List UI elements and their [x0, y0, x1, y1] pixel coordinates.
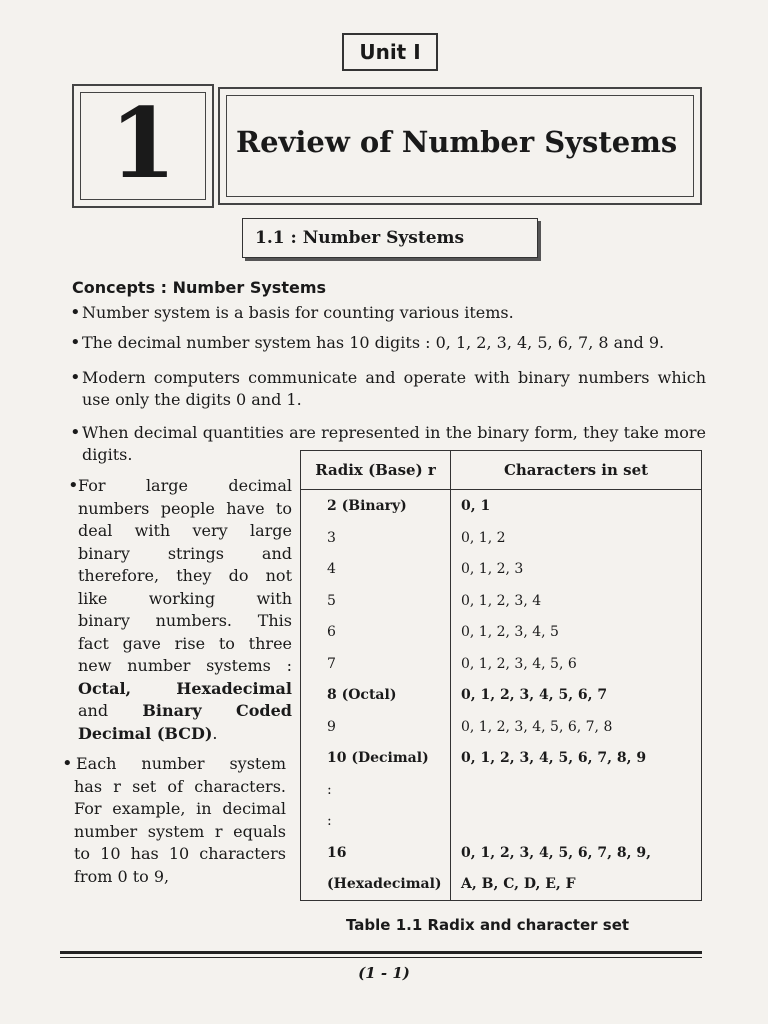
footer-rule-thin: [60, 957, 702, 958]
table-row: [301, 837, 702, 869]
radix-table: [300, 450, 702, 901]
table-cell-radix: 8 (Octal): [301, 679, 451, 711]
bullet-line: has r set of characters.: [74, 776, 286, 796]
table-cell-radix: 2 (Binary): [301, 490, 451, 522]
table-cell-radix: 16: [301, 837, 451, 869]
chapter-title-box: [218, 87, 702, 205]
bullet-text: The decimal number system has 10 digits : 0, 1, 2, 3, 4, 5, 6, 7, 8 and 9.: [82, 333, 665, 352]
bullet-line: deal with very large: [78, 521, 292, 540]
table-cell-characters: 0, 1, 2, 3, 4, 5: [461, 624, 559, 640]
bullet-bold-term: Coded: [236, 701, 292, 720]
section-heading: 1.1 : Number Systems: [242, 218, 538, 258]
table-cell-characters: [451, 805, 702, 837]
table-cell-characters: 0, 1, 2, 3, 4, 5, 6, 7, 8, 9: [461, 750, 647, 766]
bullet-bold-term: Octal,: [78, 678, 132, 698]
table-row: [301, 742, 702, 774]
table-row: [301, 490, 702, 522]
bullet-item: [70, 332, 702, 354]
table-cell-characters: 0, 1, 2: [461, 529, 506, 546]
bullet-dot: •: [62, 753, 73, 774]
bullet-dot: •: [70, 332, 81, 353]
table-cell-radix: :: [301, 805, 451, 837]
table-row: [301, 585, 702, 617]
table-row: [301, 868, 702, 900]
bullet-line: binary numbers. This: [78, 611, 292, 630]
table-cell-characters: 0, 1, 2, 3, 4, 5, 6, 7: [461, 687, 608, 703]
bullet-word: .: [212, 723, 218, 743]
bullet-line: Each number system: [76, 754, 286, 773]
chapter-number: 1: [109, 87, 177, 200]
table-cell-characters: 0, 1, 2, 3, 4: [461, 592, 542, 609]
bullet-bold-term: Hexadecimal: [176, 678, 292, 698]
bullet-text: Number system is a basis for counting various items.: [82, 303, 514, 322]
bullet-item: [62, 753, 286, 888]
bullet-line: For example, in decimal: [74, 799, 286, 818]
bullet-line: to 10 has 10 characters: [74, 844, 286, 863]
bullet-line: number system r equals: [74, 821, 286, 841]
bullet-dot: •: [70, 302, 81, 323]
table-row: [301, 805, 702, 837]
page-number: (1 - 1): [358, 964, 410, 982]
table-cell-radix: (Hexadecimal): [301, 868, 451, 900]
table-cell-characters: A, B, C, D, E, F: [461, 876, 576, 892]
bullet-line: like working with: [78, 588, 292, 608]
bullet-line: [78, 700, 292, 723]
bullet-dot: •: [70, 367, 81, 388]
table-cell-radix: 4: [301, 553, 451, 585]
table-cell-radix: :: [301, 774, 451, 806]
bullet-item: [68, 475, 292, 745]
unit-label: Unit I: [342, 33, 438, 71]
table-row: [301, 711, 702, 743]
bullet-line: therefore, they do not: [78, 566, 292, 585]
bullet-line: binary strings and: [78, 543, 292, 563]
table-header-row: [301, 451, 702, 490]
table-row: [301, 648, 702, 680]
bullet-text: Modern computers communicate and operate with binary numbers which use only the digits 0 and 1.: [82, 368, 706, 409]
table-cell-radix: 9: [301, 711, 451, 743]
table-cell-characters: 0, 1, 2, 3, 4, 5, 6, 7, 8: [461, 718, 613, 735]
table-cell-characters: [451, 774, 702, 806]
bullet-bold-term: Decimal (BCD): [78, 723, 213, 743]
bullet-line: new number systems :: [78, 656, 292, 675]
table-row: [301, 553, 702, 585]
bullet-word: and: [78, 701, 109, 720]
chapter-title: Review of Number Systems: [236, 125, 678, 159]
table-cell-radix: 6: [301, 616, 451, 648]
table-cell-radix: 3: [301, 522, 451, 554]
footer-rule-thick: [60, 951, 702, 954]
concepts-heading: Concepts : Number Systems: [72, 278, 327, 297]
table-cell-characters: 0, 1, 2, 3, 4, 5, 6: [461, 655, 577, 672]
bullet-dot: •: [70, 422, 81, 443]
bullet-item: [70, 367, 706, 411]
bullet-text: When decimal quantities are represented in the binary form, they take more digits.: [82, 423, 706, 464]
table-header-characters: Characters in set: [451, 451, 702, 490]
table-cell-radix: 10 (Decimal): [301, 742, 451, 774]
bullet-item: [70, 302, 702, 324]
bullet-line: from 0 to 9,: [74, 866, 170, 886]
table-cell-characters: 0, 1: [461, 498, 491, 514]
table-row: [301, 616, 702, 648]
table-header-radix: Radix (Base) r: [301, 451, 451, 490]
table-cell-characters: 0, 1, 2, 3, 4, 5, 6, 7, 8, 9,: [461, 844, 652, 861]
table-cell-characters: 0, 1, 2, 3: [461, 561, 524, 577]
table-caption: Table 1.1 Radix and character set: [346, 916, 630, 934]
bullet-bold-term: Binary: [142, 701, 202, 720]
table-cell-radix: 7: [301, 648, 451, 680]
table-cell-radix: 5: [301, 585, 451, 617]
chapter-number-box: [72, 84, 214, 208]
bullet-dot: •: [68, 475, 79, 496]
bullet-line: fact gave rise to three: [78, 633, 292, 653]
bullet-line: [78, 723, 292, 746]
table-row: [301, 522, 702, 554]
bullet-line: numbers people have to: [78, 498, 292, 518]
bullet-line: [78, 678, 292, 701]
table-row: [301, 679, 702, 711]
bullet-line: For large decimal: [78, 476, 292, 495]
table-body: [301, 490, 702, 901]
table-row: [301, 774, 702, 806]
